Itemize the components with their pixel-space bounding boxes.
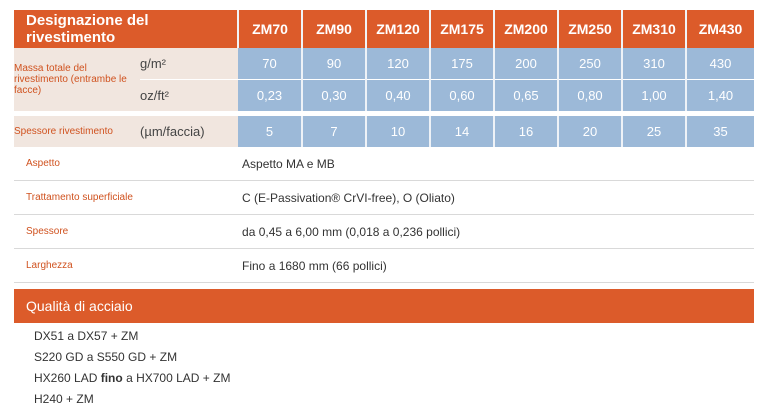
- grade-text: HX260 LAD: [34, 371, 98, 385]
- grade-header: ZM90: [302, 10, 366, 48]
- grade-text: a HX700 LAD + ZM: [126, 371, 231, 385]
- steel-grade-list: [14, 323, 754, 410]
- mass-metric-value: 120: [366, 48, 430, 80]
- spec-sheet: [14, 10, 754, 406]
- mass-metric-row: [14, 48, 754, 80]
- property-label: Larghezza: [14, 249, 238, 283]
- mass-unit-metric: g/m²: [140, 48, 238, 80]
- coating-thickness-value: 7: [302, 114, 366, 148]
- grade-header: ZM310: [622, 10, 686, 48]
- steel-grade-item: [34, 368, 754, 389]
- mass-metric-value: 175: [430, 48, 494, 80]
- coating-thickness-value: 20: [558, 114, 622, 148]
- property-row: [14, 181, 754, 215]
- coating-thickness-value: 25: [622, 114, 686, 148]
- property-row: [14, 249, 754, 283]
- grade-header: ZM120: [366, 10, 430, 48]
- mass-imperial-value: 0,60: [430, 80, 494, 114]
- property-value: da 0,45 a 6,00 mm (0,018 a 0,236 pollici): [238, 215, 754, 249]
- mass-metric-value: 430: [686, 48, 754, 80]
- property-label: Trattamento superficiale: [14, 181, 238, 215]
- steel-quality-header: Qualità di acciaio: [14, 289, 754, 323]
- mass-imperial-value: 0,65: [494, 80, 558, 114]
- coating-table: [14, 10, 754, 283]
- property-label: Aspetto: [14, 147, 238, 181]
- grade-header: ZM200: [494, 10, 558, 48]
- grade-emphasis: fino: [100, 371, 123, 385]
- property-value: Aspetto MA e MB: [238, 147, 754, 181]
- coating-thickness-unit: (µm/faccia): [140, 114, 238, 148]
- coating-thickness-value: 14: [430, 114, 494, 148]
- mass-imperial-value: 1,40: [686, 80, 754, 114]
- coating-thickness-label: Spessore rivestimento: [14, 114, 140, 148]
- steel-grade-item: S220 GD a S550 GD + ZM: [34, 350, 178, 364]
- mass-metric-value: 70: [238, 48, 302, 80]
- designation-header: Designazione del rivestimento: [14, 10, 238, 48]
- coating-thickness-value: 16: [494, 114, 558, 148]
- grade-header: ZM70: [238, 10, 302, 48]
- coating-thickness-value: 35: [686, 114, 754, 148]
- mass-imperial-value: 0,40: [366, 80, 430, 114]
- mass-imperial-value: 1,00: [622, 80, 686, 114]
- property-label: Spessore: [14, 215, 238, 249]
- coating-thickness-value: 10: [366, 114, 430, 148]
- property-value: Fino a 1680 mm (66 pollici): [238, 249, 754, 283]
- grade-header: ZM430: [686, 10, 754, 48]
- mass-label: Massa totale del rivestimento (entrambe le facce): [14, 48, 140, 114]
- mass-metric-value: 90: [302, 48, 366, 80]
- grade-header: ZM175: [430, 10, 494, 48]
- mass-imperial-value: 0,23: [238, 80, 302, 114]
- mass-metric-value: 200: [494, 48, 558, 80]
- property-row: [14, 215, 754, 249]
- property-row: [14, 147, 754, 181]
- header-row: [14, 10, 754, 48]
- property-value: C (E-Passivation® CrVI-free), O (Oliato): [238, 181, 754, 215]
- mass-metric-value: 310: [622, 48, 686, 80]
- coating-thickness-row: [14, 114, 754, 148]
- steel-grade-item: DX51 a DX57 + ZM: [34, 329, 139, 343]
- mass-unit-imperial: oz/ft²: [140, 80, 238, 114]
- grade-header: ZM250: [558, 10, 622, 48]
- steel-grade-item: H240 + ZM: [34, 392, 94, 406]
- mass-imperial-value: 0,80: [558, 80, 622, 114]
- mass-metric-value: 250: [558, 48, 622, 80]
- mass-imperial-value: 0,30: [302, 80, 366, 114]
- coating-thickness-value: 5: [238, 114, 302, 148]
